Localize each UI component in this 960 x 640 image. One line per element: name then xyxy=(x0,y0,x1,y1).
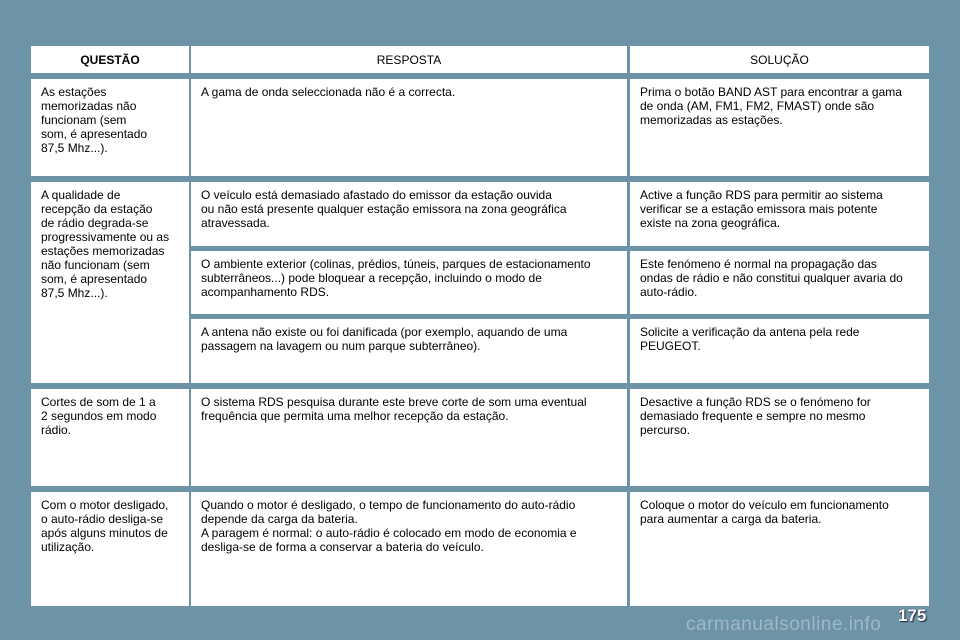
page-number: 175 xyxy=(898,606,927,625)
solution-cell: Prima o botão BAND AST para encontrar a gama de onda (AM, FM1, FM2, FMAST) onde são memorizadas as estações. xyxy=(630,79,929,176)
answer-cell: O veículo está demasiado afastado do emissor da estação ouvida ou não está presente qualquer estação emissora na zona geográfica atravessada. xyxy=(191,182,627,246)
answer-cell: Quando o motor é desligado, o tempo de funcionamento do auto-rádio depende da carga da bateria. A paragem é normal: o auto-rádio é colocado em modo de economia e desliga-se de forma a conservar a bateria do veículo. xyxy=(191,492,627,606)
answer-cell: O sistema RDS pesquisa durante este breve corte de som uma eventual frequência que permita uma melhor recepção da estação. xyxy=(191,389,627,486)
question-cell: Cortes de som de 1 a 2 segundos em modo rádio. xyxy=(31,389,189,486)
solution-cell: Este fenómeno é normal na propagação das ondas de rádio e não constitui qualquer avaria do auto-rádio. xyxy=(630,251,929,314)
solution-cell: Desactive a função RDS se o fenómeno for demasiado frequente e sempre no mesmo percurso. xyxy=(630,389,929,486)
solution-cell: Solicite a verificação da antena pela rede PEUGEOT. xyxy=(630,319,929,383)
solution-cell: Coloque o motor do veículo em funcionamento para aumentar a carga da bateria. xyxy=(630,492,929,606)
solution-cell: Active a função RDS para permitir ao sistema verificar se a estação emissora mais potente existe na zona geográfica. xyxy=(630,182,929,246)
header-answer: RESPOSTA xyxy=(191,46,627,73)
answer-cell: A gama de onda seleccionada não é a correcta. xyxy=(191,79,627,176)
question-cell: Com o motor desligado, o auto-rádio desliga-se após alguns minutos de utilização. xyxy=(31,492,189,606)
answer-cell: A antena não existe ou foi danificada (por exemplo, aquando de uma passagem na lavagem ou num parque subterrâneo). xyxy=(191,319,627,383)
answer-cell: O ambiente exterior (colinas, prédios, túneis, parques de estacionamento subterrâneos...) pode bloquear a recepção, incluindo o modo de acompanhamento RDS. xyxy=(191,251,627,314)
header-solution: SOLUÇÃO xyxy=(630,46,929,73)
question-cell: A qualidade de recepção da estação de rádio degrada-se progressivamente ou as estações memorizadas não funcionam (sem som, é apresentado 87,5 Mhz...). xyxy=(31,182,189,383)
header-question: QUESTÃO xyxy=(31,46,189,73)
watermark: carmanualsonline.info xyxy=(686,614,882,635)
question-cell: As estações memorizadas não funcionam (sem som, é apresentado 87,5 Mhz...). xyxy=(31,79,189,176)
